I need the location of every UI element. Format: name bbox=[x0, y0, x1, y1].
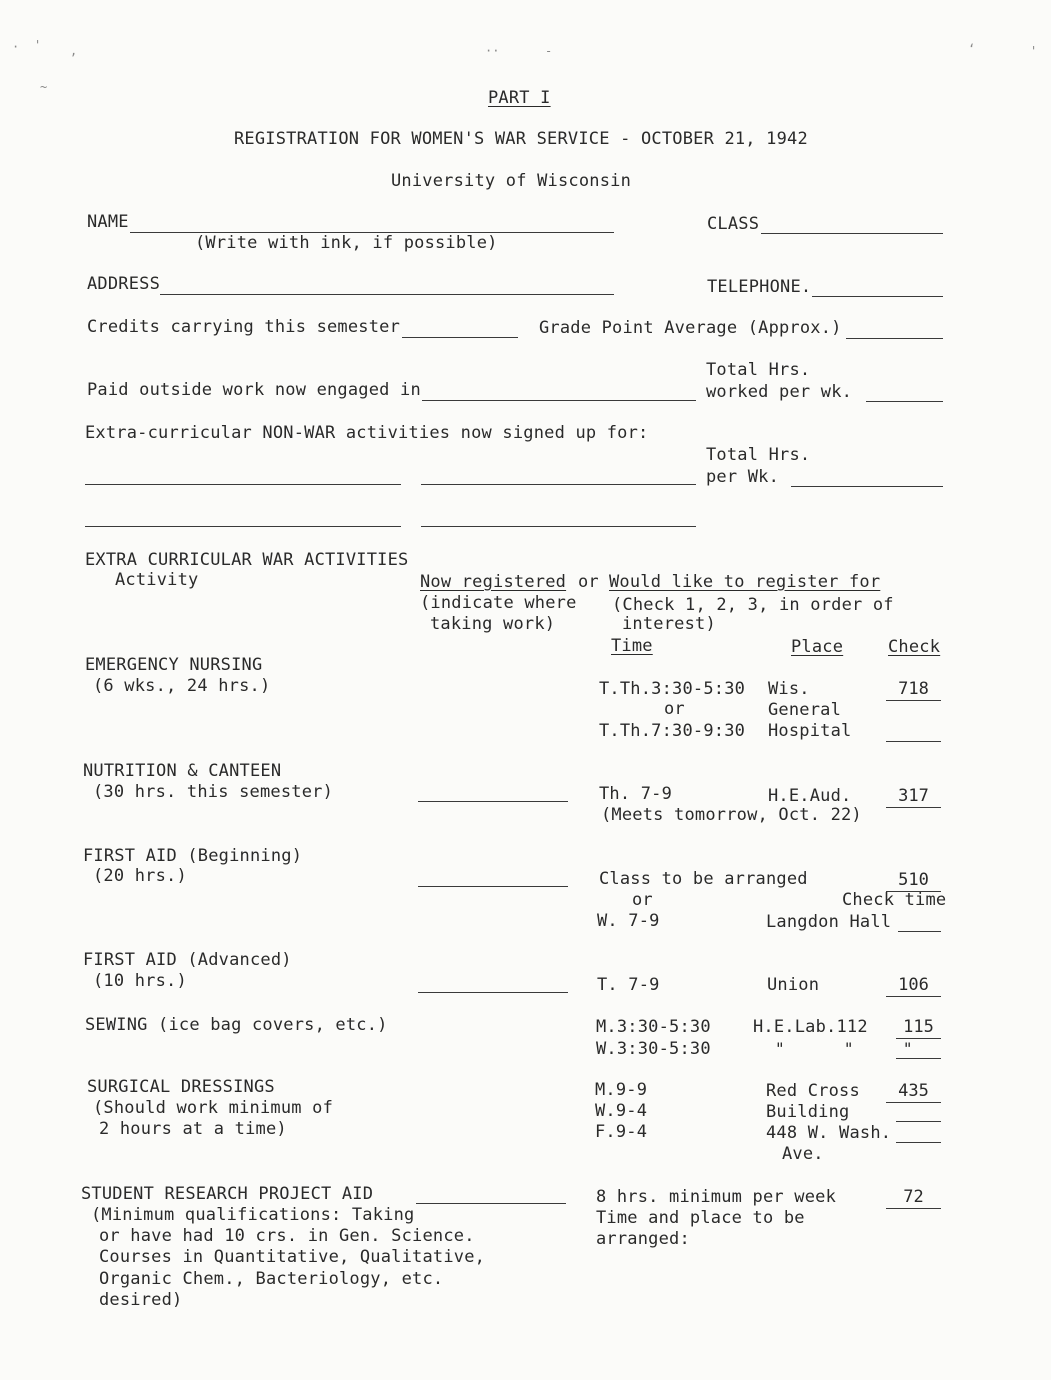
emergency-nursing-time-2: T.Th.7:30-9:30 bbox=[599, 721, 746, 741]
interest-note: interest) bbox=[622, 614, 716, 634]
would-like-heading: Would like to register for bbox=[609, 572, 881, 592]
first-aid-beginning-name: FIRST AID (Beginning) bbox=[83, 846, 303, 866]
research-aid-detail-2: or have had 10 crs. in Gen. Science. bbox=[99, 1226, 475, 1246]
gpa-label: Grade Point Average (Approx.) bbox=[539, 318, 842, 338]
name-label: NAME bbox=[87, 212, 129, 232]
research-aid-time-1: 8 hrs. minimum per week bbox=[596, 1187, 837, 1207]
class-label: CLASS bbox=[707, 214, 760, 234]
research-aid-detail-5: desired) bbox=[99, 1290, 183, 1310]
emergency-nursing-place-2: General bbox=[768, 700, 842, 720]
surgical-dressings-time-3: F.9-4 bbox=[595, 1122, 648, 1142]
first-aid-beginning-detail: (20 hrs.) bbox=[93, 866, 187, 886]
work-hours-field-line[interactable] bbox=[866, 401, 943, 402]
non-war-activity-line-3[interactable] bbox=[85, 526, 401, 527]
place-column-header: Place bbox=[791, 637, 844, 657]
research-aid-detail-1: (Minimum qualifications: Taking bbox=[91, 1205, 415, 1225]
first-aid-beginning-time-blank[interactable] bbox=[898, 931, 941, 932]
surgical-dressings-check: 435 bbox=[886, 1081, 941, 1103]
surgical-dressings-time-1: M.9-9 bbox=[595, 1080, 648, 1100]
indicate-where-note: (indicate where bbox=[420, 593, 577, 613]
paid-work-label: Paid outside work now engaged in bbox=[87, 380, 421, 400]
sewing-place-2: " " " bbox=[775, 1039, 913, 1058]
nutrition-canteen-place: H.E.Aud. bbox=[768, 786, 852, 806]
emergency-nursing-or: or bbox=[664, 699, 685, 719]
non-war-activities-label: Extra-curricular NON-WAR activities now signed up for: bbox=[85, 423, 649, 443]
taking-work-note: taking work) bbox=[430, 614, 556, 634]
name-note: (Write with ink, if possible) bbox=[195, 233, 498, 253]
nutrition-canteen-name: NUTRITION & CANTEEN bbox=[83, 761, 282, 781]
surgical-dressings-check-blank-1[interactable] bbox=[896, 1121, 941, 1122]
surgical-dressings-detail-1: (Should work minimum of bbox=[93, 1098, 334, 1118]
worked-per-week-label: worked per wk. bbox=[706, 382, 853, 402]
research-aid-time-2: Time and place to be bbox=[596, 1208, 805, 1228]
surgical-dressings-place-1: Red Cross bbox=[766, 1081, 860, 1101]
surgical-dressings-time-2: W.9-4 bbox=[595, 1101, 648, 1121]
telephone-field-line[interactable] bbox=[812, 296, 943, 297]
paid-work-field-line[interactable] bbox=[422, 400, 696, 401]
form-title: REGISTRATION FOR WOMEN'S WAR SERVICE - OCTOBER 21, 1942 bbox=[234, 129, 808, 149]
first-aid-advanced-detail: (10 hrs.) bbox=[93, 971, 187, 991]
sewing-time-2: W.3:30-5:30 bbox=[596, 1039, 711, 1059]
per-week-label: per Wk. bbox=[706, 467, 780, 487]
emergency-nursing-check-blank[interactable] bbox=[886, 741, 941, 742]
non-war-activity-line-4[interactable] bbox=[421, 526, 696, 527]
activity-hours-field-line[interactable] bbox=[791, 486, 943, 487]
emergency-nursing-time-1: T.Th.3:30-5:30 bbox=[599, 679, 746, 699]
address-label: ADDRESS bbox=[87, 274, 161, 294]
credits-field-line[interactable] bbox=[402, 337, 518, 338]
surgical-dressings-check-blank-2[interactable] bbox=[896, 1142, 941, 1143]
non-war-activity-line-2[interactable] bbox=[421, 484, 696, 485]
research-aid-name: STUDENT RESEARCH PROJECT AID bbox=[81, 1184, 374, 1204]
first-aid-beginning-time-2: W. 7-9 bbox=[597, 911, 660, 931]
first-aid-beginning-registered-line[interactable] bbox=[418, 886, 568, 887]
surgical-dressings-place-3: 448 W. Wash. bbox=[766, 1123, 892, 1143]
first-aid-advanced-time: T. 7-9 bbox=[597, 975, 660, 995]
non-war-activity-line-1[interactable] bbox=[85, 484, 401, 485]
nutrition-canteen-detail: (30 hrs. this semester) bbox=[93, 782, 334, 802]
emergency-nursing-check: 718 bbox=[886, 679, 941, 701]
research-aid-detail-3: Courses in Quantitative, Qualitative, bbox=[99, 1247, 486, 1267]
first-aid-beginning-time-1: Class to be arranged bbox=[599, 869, 808, 889]
sewing-time-1: M.3:30-5:30 bbox=[596, 1017, 711, 1037]
research-aid-check: 72 bbox=[886, 1187, 941, 1209]
emergency-nursing-name: EMERGENCY NURSING bbox=[85, 655, 263, 675]
first-aid-advanced-place: Union bbox=[767, 975, 820, 995]
total-hours-2-label: Total Hrs. bbox=[706, 445, 811, 465]
credits-label: Credits carrying this semester bbox=[87, 317, 401, 337]
emergency-nursing-place-3: Hospital bbox=[768, 721, 852, 741]
sewing-check: 115 bbox=[896, 1017, 941, 1039]
surgical-dressings-place-4: Ave. bbox=[782, 1144, 824, 1164]
first-aid-beginning-check: 510 bbox=[886, 870, 941, 892]
nutrition-canteen-check: 317 bbox=[886, 786, 941, 808]
research-aid-time-3: arranged: bbox=[596, 1229, 690, 1249]
first-aid-advanced-check: 106 bbox=[886, 975, 941, 997]
nutrition-registered-line[interactable] bbox=[418, 801, 568, 802]
or-connector: or bbox=[578, 572, 599, 592]
gpa-field-line[interactable] bbox=[846, 338, 943, 339]
check-order-note: (Check 1, 2, 3, in order of bbox=[612, 595, 894, 615]
first-aid-beginning-place: Langdon Hall bbox=[766, 912, 892, 932]
research-registered-line[interactable] bbox=[416, 1203, 566, 1204]
research-aid-detail-4: Organic Chem., Bacteriology, etc. bbox=[99, 1269, 444, 1289]
nutrition-canteen-time: Th. 7-9 bbox=[599, 784, 673, 804]
time-column-header: Time bbox=[611, 636, 653, 656]
part-heading: PART I bbox=[488, 88, 551, 108]
emergency-nursing-detail: (6 wks., 24 hrs.) bbox=[93, 676, 271, 696]
check-column-header: Check bbox=[888, 637, 941, 657]
surgical-dressings-place-2: Building bbox=[766, 1102, 850, 1122]
total-hours-label: Total Hrs. bbox=[706, 360, 811, 380]
telephone-label: TELEPHONE. bbox=[707, 277, 812, 297]
now-registered-heading: Now registered bbox=[420, 572, 567, 592]
emergency-nursing-place-1: Wis. bbox=[768, 679, 810, 699]
surgical-dressings-name: SURGICAL DRESSINGS bbox=[87, 1077, 275, 1097]
address-field-line[interactable] bbox=[160, 294, 614, 295]
first-aid-advanced-name: FIRST AID (Advanced) bbox=[83, 950, 292, 970]
sewing-name: SEWING (ice bag covers, etc.) bbox=[85, 1015, 388, 1035]
institution-name: University of Wisconsin bbox=[391, 171, 632, 191]
sewing-place-1: H.E.Lab.112 bbox=[753, 1017, 868, 1037]
class-field-line[interactable] bbox=[761, 233, 943, 234]
activity-column-label: Activity bbox=[115, 570, 199, 590]
surgical-dressings-detail-2: 2 hours at a time) bbox=[99, 1119, 287, 1139]
first-aid-advanced-registered-line[interactable] bbox=[418, 992, 568, 993]
nutrition-canteen-note: (Meets tomorrow, Oct. 22) bbox=[601, 805, 862, 825]
first-aid-beginning-check-time: Check time bbox=[842, 890, 947, 910]
war-activities-title: EXTRA CURRICULAR WAR ACTIVITIES bbox=[85, 550, 409, 570]
first-aid-beginning-or: or bbox=[632, 890, 653, 910]
sewing-check-blank[interactable] bbox=[896, 1058, 941, 1059]
